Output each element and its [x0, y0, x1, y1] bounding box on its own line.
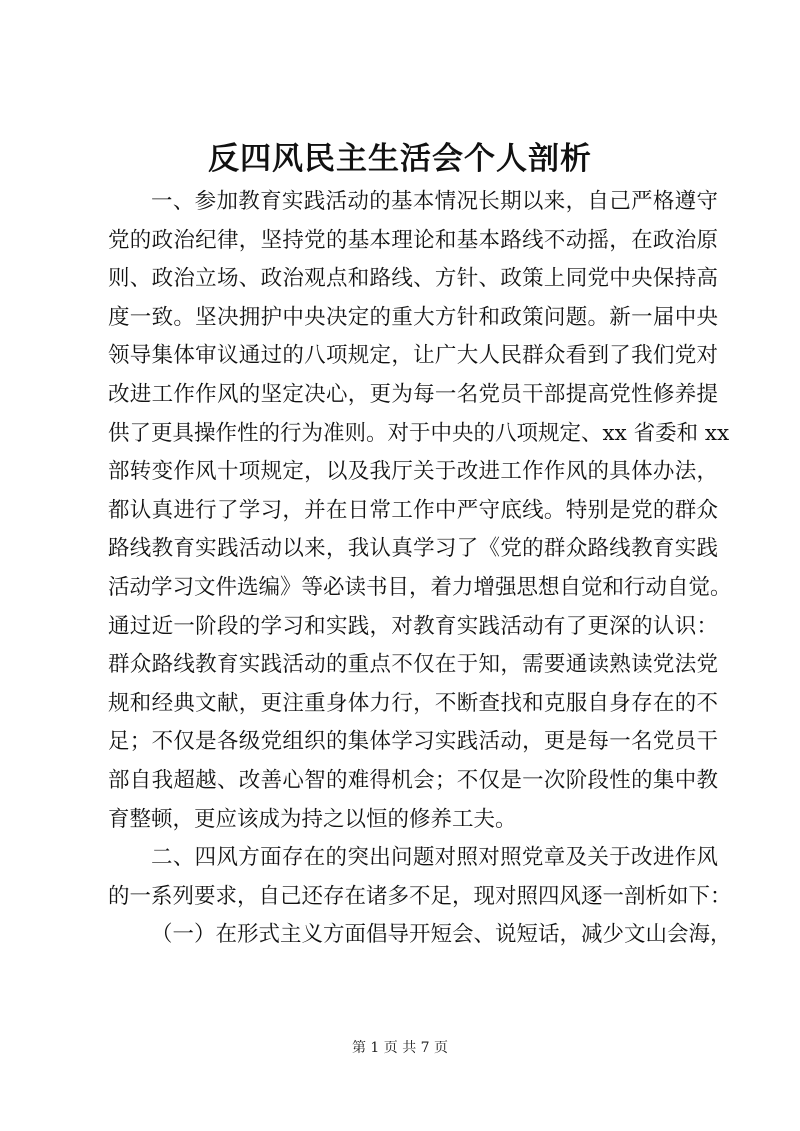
paragraph-line: 领导集体审议通过的八项规定，让广大人民群众看到了我们党对: [108, 343, 718, 369]
paragraph-line: 育整顿，更应该成为持之以恒的修养工夫。: [108, 806, 517, 832]
paragraph-line: 通过近一阶段的学习和实践，对教育实践活动有了更深的认识：: [108, 613, 718, 639]
paragraph-line: 的一系列要求，自己还存在诸多不足，现对照四风逐一剖析如下：: [108, 883, 732, 909]
paragraph-line: 改进工作作风的坚定决心，更为每一名党员干部提高党性修养提: [108, 381, 718, 407]
paragraph-line: 部转变作风十项规定，以及我厅关于改进工作作风的具体办法，: [108, 459, 718, 485]
paragraph-line: 一、参加教育实践活动的基本情况长期以来，自己严格遵守: [151, 189, 718, 214]
paragraph-line: 供了更具操作性的行为准则。对于中央的八项规定、xx 省委和 xx: [108, 420, 730, 446]
document-title: 反四风民主生活会个人剖析: [208, 141, 592, 177]
paragraph-line: （一）在形式主义方面倡导开短会、说短话，减少文山会海，: [151, 922, 732, 948]
paragraph-line: 群众路线教育实践活动的重点不仅在于知，需要通读熟读党法党: [108, 652, 718, 678]
paragraph-line: 路线教育实践活动以来，我认真学习了《党的群众路线教育实践: [108, 536, 718, 562]
paragraph-line: 部自我超越、改善心智的难得机会；不仅是一次阶段性的集中教: [108, 767, 718, 793]
paragraph-line: 度一致。坚决拥护中央决定的重大方针和政策问题。新一届中央: [108, 304, 718, 330]
document-body: [108, 183, 732, 955]
page-number-footer: 第 1 页 共 7 页: [351, 1040, 449, 1056]
paragraph-line: 都认真进行了学习，并在日常工作中严守底线。特别是党的群众: [108, 497, 718, 523]
paragraph-line: 党的政治纪律，坚持党的基本理论和基本路线不动摇，在政治原: [108, 227, 718, 253]
paragraph-line: 活动学习文件选编》等必读书目，着力增强思想自觉和行动自觉。: [108, 574, 732, 600]
paragraph-line: 则、政治立场、政治观点和路线、方针、政策上同党中央保持高: [108, 266, 718, 292]
paragraph-line: 二、四风方面存在的突出问题对照对照党章及关于改进作风: [151, 845, 718, 871]
paragraph-line: 足；不仅是各级党组织的集体学习实践活动，更是每一名党员干: [108, 729, 718, 755]
paragraph-line: 规和经典文献，更注重身体力行，不断查找和克服自身存在的不: [108, 690, 718, 716]
